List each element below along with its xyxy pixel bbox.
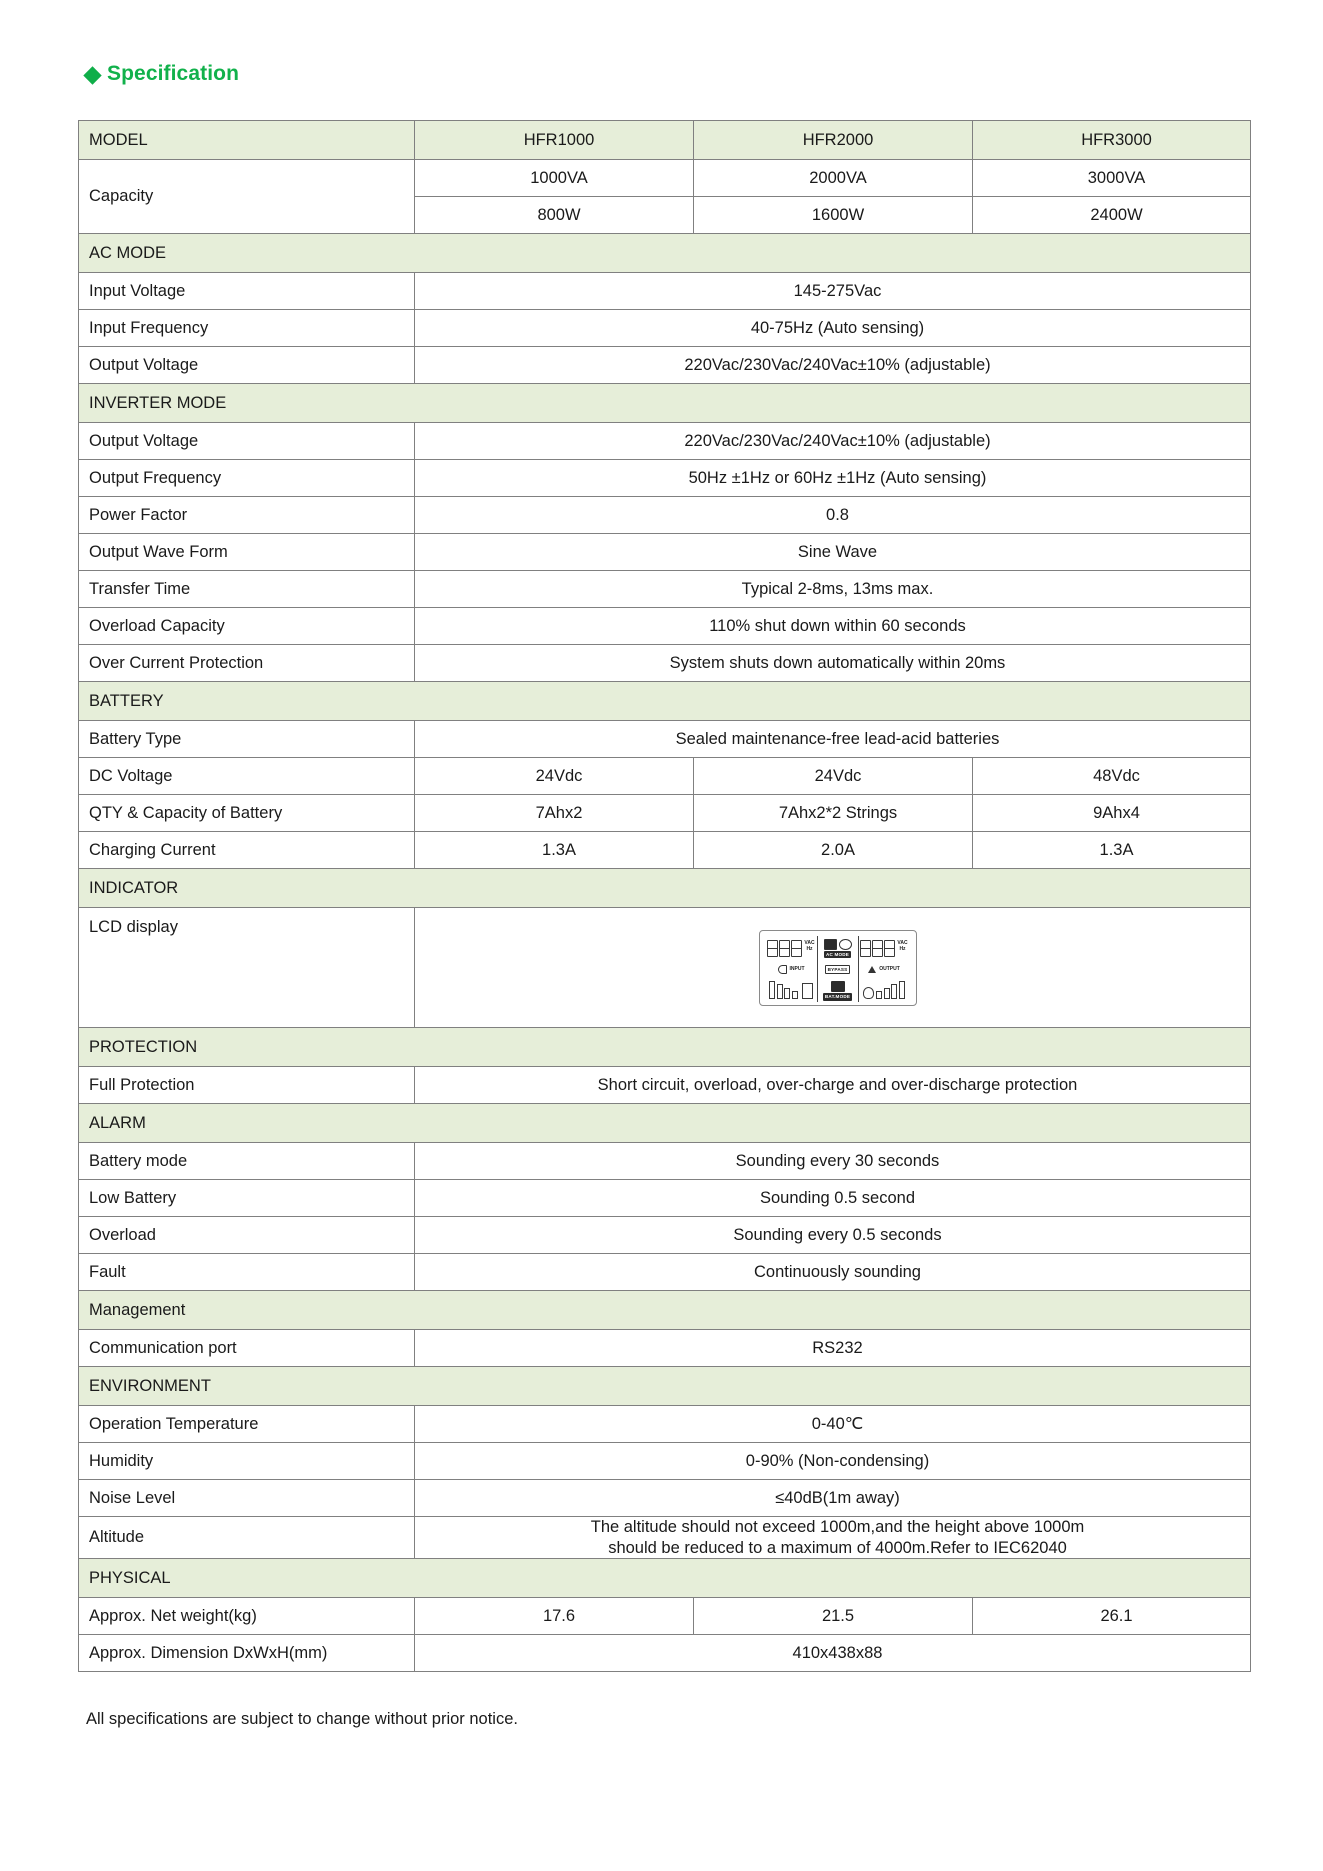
table-row: [79, 273, 1251, 310]
level-bar: [792, 991, 798, 999]
speaker-icon: [778, 965, 787, 974]
qty-capacity-2: 7Ahx2*2 Strings: [694, 795, 973, 832]
level-bar: [784, 988, 790, 999]
row-value-overload: Sounding every 0.5 seconds: [415, 1217, 1251, 1254]
table-row: [79, 571, 1251, 608]
table-row: [79, 121, 1251, 160]
table-row: [79, 758, 1251, 795]
row-value-input-frequency: 40-75Hz (Auto sensing): [415, 310, 1251, 347]
seg-digit: [779, 940, 790, 957]
lcd-input-digits: [766, 940, 817, 957]
row-value-humidity: 0-90% (Non-condensing): [415, 1443, 1251, 1480]
table-row: [79, 721, 1251, 758]
model-label: MODEL: [79, 121, 415, 160]
capacity-w-3: 2400W: [973, 197, 1251, 234]
fan-icon: [839, 939, 852, 950]
warning-icon: [868, 966, 876, 973]
section-header-battery: [79, 682, 1251, 721]
capacity-label: Capacity: [79, 160, 415, 234]
table-row: [79, 347, 1251, 384]
table-row: [79, 1480, 1251, 1517]
section-header-alarm: [79, 1104, 1251, 1143]
lcd-bypass-badge: BYPASS: [825, 965, 851, 975]
battery-large-icon: [831, 981, 845, 992]
row-label-lcd-display: LCD display: [79, 908, 415, 1028]
seg-digit: [872, 940, 883, 957]
section-header-environment: [79, 1367, 1251, 1406]
row-label-output-frequency: Output Frequency: [79, 460, 415, 497]
row-label-battery-type: Battery Type: [79, 721, 415, 758]
row-value-over-current-protection: System shuts down automatically within 20ms: [415, 645, 1251, 682]
lcd-bypass-group: [817, 962, 859, 978]
row-label-input-frequency: Input Frequency: [79, 310, 415, 347]
table-row: [79, 1217, 1251, 1254]
row-value-power-factor: 0.8: [415, 497, 1251, 534]
row-value-inv-output-voltage: 220Vac/230Vac/240Vac±10% (adjustable): [415, 423, 1251, 460]
charging-current-2: 2.0A: [694, 832, 973, 869]
row-label-dc-voltage: DC Voltage: [79, 758, 415, 795]
row-value-altitude: [415, 1517, 1251, 1559]
model-hfr1000: HFR1000: [415, 121, 694, 160]
row-value-ac-output-voltage: 220Vac/230Vac/240Vac±10% (adjustable): [415, 347, 1251, 384]
section-header-physical: [79, 1559, 1251, 1598]
altitude-line-2: should be reduced to a maximum of 4000m.Refer to IEC62040: [608, 1538, 1067, 1557]
table-row: [79, 1330, 1251, 1367]
row-label-inv-output-voltage: Output Voltage: [79, 423, 415, 460]
row-label-power-factor: Power Factor: [79, 497, 415, 534]
section-label-protection: PROTECTION: [79, 1028, 1251, 1067]
row-value-battery-type: Sealed maintenance-free lead-acid batteries: [415, 721, 1251, 758]
row-value-battery-mode: Sounding every 30 seconds: [415, 1143, 1251, 1180]
row-value-low-battery: Sounding 0.5 second: [415, 1180, 1251, 1217]
dc-voltage-2: 24Vdc: [694, 758, 973, 795]
row-value-noise-level: ≤40dB(1m away): [415, 1480, 1251, 1517]
dc-voltage-1: 24Vdc: [415, 758, 694, 795]
lcd-left-units: [804, 940, 814, 953]
row-label-net-weight: Approx. Net weight(kg): [79, 1598, 415, 1635]
capacity-va-3: 3000VA: [973, 160, 1251, 197]
page-title: [86, 62, 1245, 86]
page-title-text: Specification: [107, 62, 239, 85]
lcd-battery-bars: [766, 981, 817, 999]
level-bar: [899, 981, 905, 999]
table-row: [79, 832, 1251, 869]
row-value-dimension: 410x438x88: [415, 1635, 1251, 1672]
section-label-physical: PHYSICAL: [79, 1559, 1251, 1598]
row-value-fault: Continuously sounding: [415, 1254, 1251, 1291]
row-label-transfer-time: Transfer Time: [79, 571, 415, 608]
capacity-w-2: 1600W: [694, 197, 973, 234]
lcd-plug-fan-icons: [824, 939, 852, 950]
row-label-input-voltage: Input Voltage: [79, 273, 415, 310]
section-label-inverter-mode: INVERTER MODE: [79, 384, 1251, 423]
section-header-management: [79, 1291, 1251, 1330]
lcd-input-label: INPUT: [789, 966, 805, 973]
dc-voltage-3: 48Vdc: [973, 758, 1251, 795]
row-value-output-frequency: 50Hz ±1Hz or 60Hz ±1Hz (Auto sensing): [415, 460, 1251, 497]
net-weight-3: 26.1: [973, 1598, 1251, 1635]
row-label-fault: Fault: [79, 1254, 415, 1291]
plug-icon: [824, 939, 837, 950]
lcd-load-bars: [859, 981, 910, 999]
bulb-icon: [863, 987, 874, 999]
row-value-overload-capacity: 110% shut down within 60 seconds: [415, 608, 1251, 645]
capacity-va-1: 1000VA: [415, 160, 694, 197]
row-value-output-wave-form: Sine Wave: [415, 534, 1251, 571]
lcd-panel-icon: [759, 930, 917, 1006]
table-row: [79, 1143, 1251, 1180]
lcd-right-unit-vac: VAC: [897, 940, 908, 946]
section-label-indicator: INDICATOR: [79, 869, 1251, 908]
section-header-protection: [79, 1028, 1251, 1067]
table-row: [79, 1067, 1251, 1104]
lcd-right-unit-hz: Hz: [899, 946, 906, 953]
row-value-input-voltage: 145-275Vac: [415, 273, 1251, 310]
row-label-battery-mode: Battery mode: [79, 1143, 415, 1180]
table-row: [79, 423, 1251, 460]
row-label-over-current-protection: Over Current Protection: [79, 645, 415, 682]
table-row: [79, 497, 1251, 534]
level-bar: [769, 981, 775, 999]
battery-level-bars: [769, 981, 798, 999]
row-value-communication-port: RS232: [415, 1330, 1251, 1367]
section-label-environment: ENVIRONMENT: [79, 1367, 1251, 1406]
table-row: [79, 1635, 1251, 1672]
row-label-altitude: Altitude: [79, 1517, 415, 1559]
lcd-bat-mode-badge: BAT.MODE: [824, 994, 851, 1000]
table-row: [79, 795, 1251, 832]
lcd-ac-mode-badge: AC MODE: [825, 951, 850, 957]
section-label-battery: BATTERY: [79, 682, 1251, 721]
row-label-ac-output-voltage: Output Voltage: [79, 347, 415, 384]
table-row: [79, 908, 1251, 1028]
qty-capacity-3: 9Ahx4: [973, 795, 1251, 832]
table-row: [79, 608, 1251, 645]
table-row: [79, 1254, 1251, 1291]
battery-icon: [802, 983, 813, 999]
table-row: [79, 1443, 1251, 1480]
row-label-humidity: Humidity: [79, 1443, 415, 1480]
table-row: [79, 1598, 1251, 1635]
seg-digit: [791, 940, 802, 957]
row-label-overload-capacity: Overload Capacity: [79, 608, 415, 645]
capacity-w-1: 800W: [415, 197, 694, 234]
lcd-bat-mode-group: [817, 977, 859, 1002]
table-row: [79, 310, 1251, 347]
table-row: [79, 1406, 1251, 1443]
row-label-low-battery: Low Battery: [79, 1180, 415, 1217]
level-bar: [884, 988, 890, 999]
charging-current-3: 1.3A: [973, 832, 1251, 869]
lcd-left-unit-vac: VAC: [804, 940, 815, 946]
lcd-output-label-group: [859, 966, 910, 973]
table-row: [79, 460, 1251, 497]
row-value-full-protection: Short circuit, overload, over-charge and over-discharge protection: [415, 1067, 1251, 1104]
net-weight-1: 17.6: [415, 1598, 694, 1635]
lcd-output-label: OUTPUT: [879, 966, 900, 973]
altitude-line-1: The altitude should not exceed 1000m,and the height above 1000m: [590, 1518, 1085, 1536]
lcd-input-label-group: [766, 965, 817, 974]
lcd-display-cell: [415, 908, 1251, 1028]
section-header-indicator: [79, 869, 1251, 908]
qty-capacity-1: 7Ahx2: [415, 795, 694, 832]
seg-digit: [767, 940, 778, 957]
model-hfr2000: HFR2000: [694, 121, 973, 160]
table-row: [79, 160, 1251, 197]
section-label-management: Management: [79, 1291, 1251, 1330]
lcd-left-unit-hz: Hz: [806, 946, 813, 953]
row-label-dimension: Approx. Dimension DxWxH(mm): [79, 1635, 415, 1672]
diamond-icon: [83, 66, 101, 84]
section-label-ac-mode: AC MODE: [79, 234, 1251, 273]
load-level-bars: [876, 981, 905, 999]
row-label-full-protection: Full Protection: [79, 1067, 415, 1104]
capacity-va-2: 2000VA: [694, 160, 973, 197]
lcd-right-units: [897, 940, 907, 953]
table-row: [79, 534, 1251, 571]
section-header-ac-mode: [79, 234, 1251, 273]
net-weight-2: 21.5: [694, 1598, 973, 1635]
row-value-operation-temperature: 0-40℃: [415, 1406, 1251, 1443]
lcd-output-digits: [859, 940, 910, 957]
level-bar: [777, 984, 783, 999]
footnote-text: All specifications are subject to change without prior notice.: [86, 1710, 518, 1729]
level-bar: [876, 991, 882, 999]
table-row: [79, 1180, 1251, 1217]
row-value-transfer-time: Typical 2-8ms, 13ms max.: [415, 571, 1251, 608]
row-label-operation-temperature: Operation Temperature: [79, 1406, 415, 1443]
row-label-charging-current: Charging Current: [79, 832, 415, 869]
section-header-inverter-mode: [79, 384, 1251, 423]
level-bar: [891, 984, 897, 999]
model-hfr3000: HFR3000: [973, 121, 1251, 160]
row-label-noise-level: Noise Level: [79, 1480, 415, 1517]
row-label-overload: Overload: [79, 1217, 415, 1254]
row-label-output-wave-form: Output Wave Form: [79, 534, 415, 571]
row-label-communication-port: Communication port: [79, 1330, 415, 1367]
row-label-qty-capacity: QTY & Capacity of Battery: [79, 795, 415, 832]
charging-current-1: 1.3A: [415, 832, 694, 869]
seg-digit: [860, 940, 871, 957]
table-row: [79, 645, 1251, 682]
section-label-alarm: ALARM: [79, 1104, 1251, 1143]
table-row: [79, 1517, 1251, 1559]
seg-digit: [884, 940, 895, 957]
lcd-mode-top: [817, 936, 859, 962]
specification-table: [78, 120, 1251, 1672]
